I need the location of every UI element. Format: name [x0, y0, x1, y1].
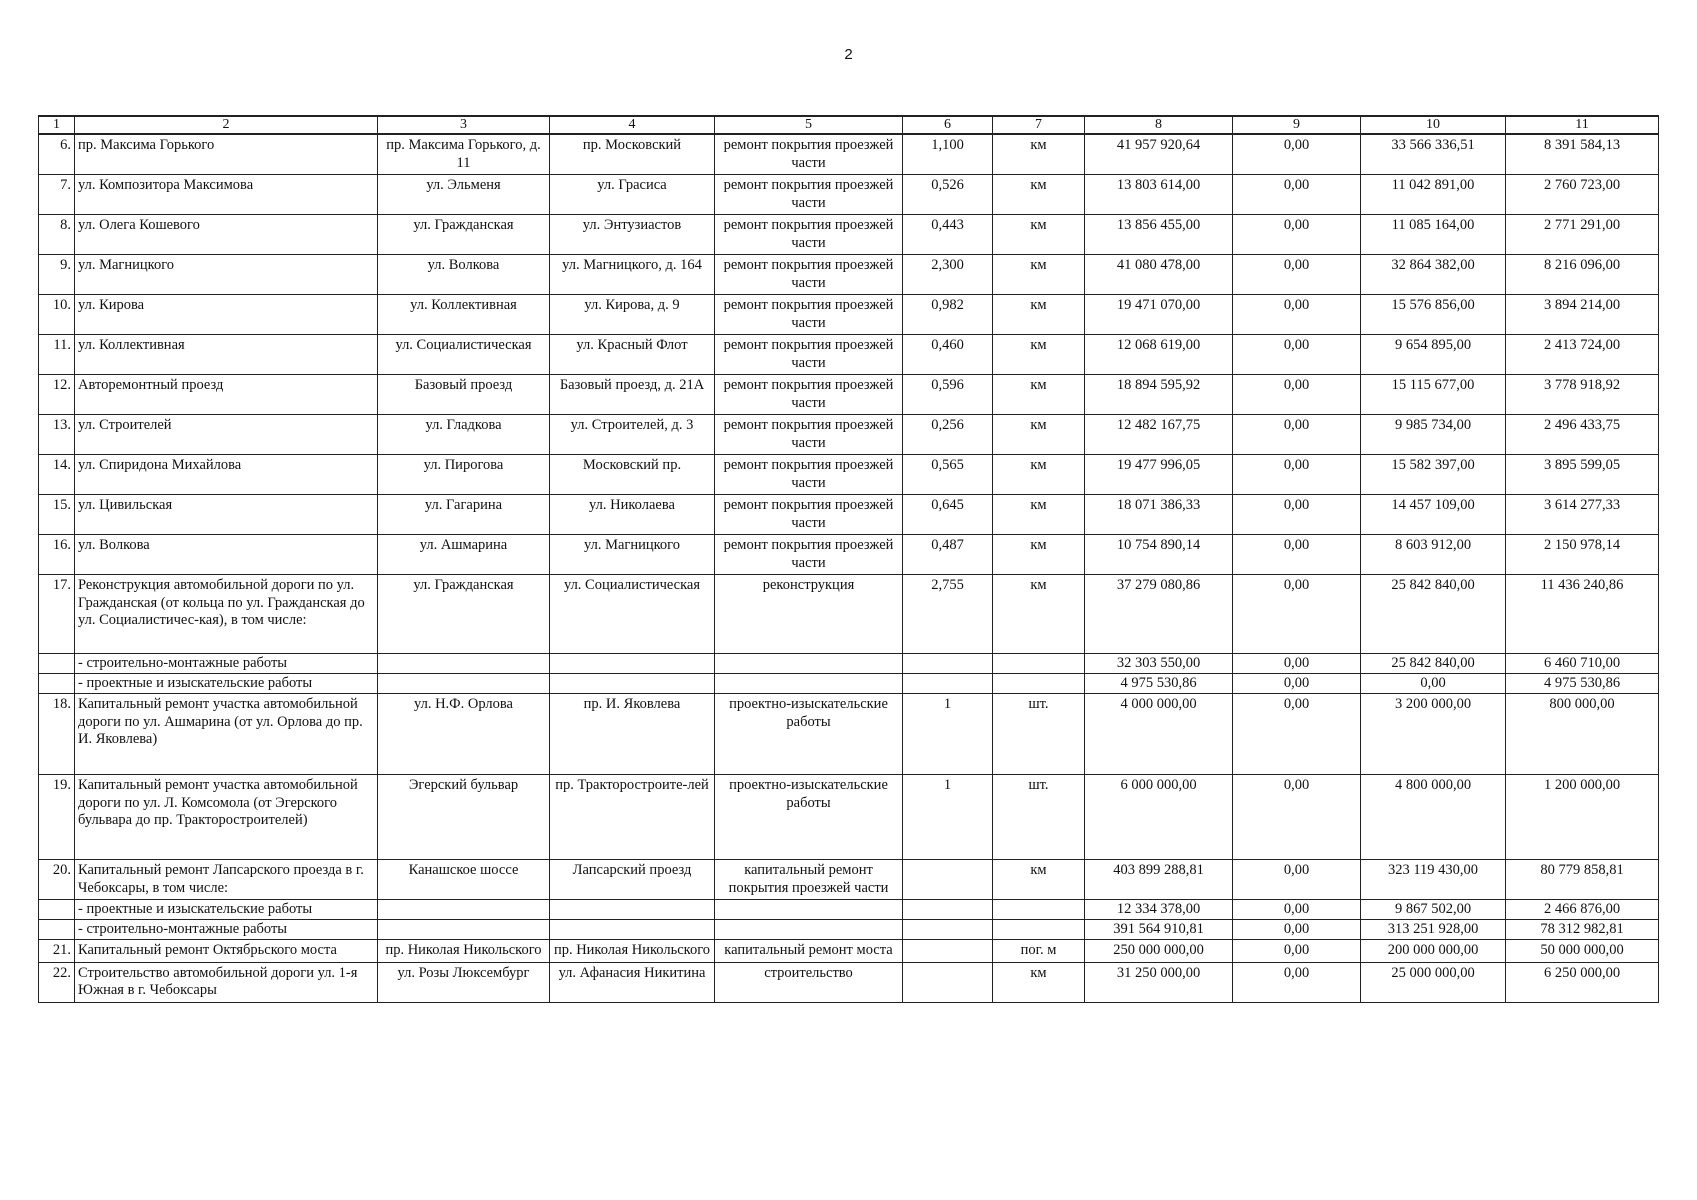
table-row [39, 535, 1659, 575]
cell-unit: км [993, 535, 1085, 575]
cell-object-name: Строительство автомобильной дороги ул. 1-я Южная в г. Чебоксары [75, 962, 378, 1002]
cell-section-end: ул. Магницкого [550, 535, 715, 575]
cell-amount-total: 12 068 619,00 [1085, 335, 1233, 375]
cell-amount-col10: 11 085 164,00 [1361, 215, 1506, 255]
cell-quantity: 2,300 [903, 255, 993, 295]
cell-amount-col10: 3 200 000,00 [1361, 694, 1506, 775]
cell-amount-col11: 3 894 214,00 [1506, 295, 1659, 335]
cell-object-name: Капитальный ремонт участка автомобильной дороги по ул. Л. Комсомола (от Эгерского бульвара до пр. Тракторостроителей) [75, 775, 378, 860]
cell-amount-col11: 50 000 000,00 [1506, 940, 1659, 963]
cell-amount-col9: 0,00 [1233, 940, 1361, 963]
cell-amount-col10: 32 864 382,00 [1361, 255, 1506, 295]
cell-section-start [378, 674, 550, 694]
cell-work-type: ремонт покрытия проезжей части [715, 295, 903, 335]
cell-section-start: ул. Эльменя [378, 175, 550, 215]
cell-row-number: 20. [39, 860, 75, 900]
cell-amount-col9: 0,00 [1233, 535, 1361, 575]
cell-amount-col10: 25 842 840,00 [1361, 654, 1506, 674]
cell-work-type: ремонт покрытия проезжей части [715, 455, 903, 495]
cell-object-name: ул. Магницкого [75, 255, 378, 295]
header-cell-10: 10 [1361, 116, 1506, 134]
cell-work-type: ремонт покрытия проезжей части [715, 535, 903, 575]
cell-section-end: пр. Московский [550, 134, 715, 175]
cell-amount-col11: 6 250 000,00 [1506, 962, 1659, 1002]
cell-amount-col11: 2 771 291,00 [1506, 215, 1659, 255]
cell-amount-col9: 0,00 [1233, 175, 1361, 215]
cell-amount-col9: 0,00 [1233, 335, 1361, 375]
cell-unit: км [993, 575, 1085, 654]
cell-amount-col9: 0,00 [1233, 134, 1361, 175]
cell-work-type: ремонт покрытия проезжей части [715, 415, 903, 455]
cell-section-start: ул. Социалистическая [378, 335, 550, 375]
cell-amount-col10: 33 566 336,51 [1361, 134, 1506, 175]
header-cell-7: 7 [993, 116, 1085, 134]
table-subrow [39, 654, 1659, 674]
cell-row-number: 17. [39, 575, 75, 654]
cell-amount-col9: 0,00 [1233, 694, 1361, 775]
cell-section-end: пр. И. Яковлева [550, 694, 715, 775]
cell-work-type [715, 920, 903, 940]
cell-work-type: проектно-изыскательские работы [715, 775, 903, 860]
cell-section-start: ул. Ашмарина [378, 535, 550, 575]
cell-object-name: пр. Максима Горького [75, 134, 378, 175]
cell-section-end [550, 654, 715, 674]
cell-amount-total: 18 071 386,33 [1085, 495, 1233, 535]
cell-object-name: ул. Строителей [75, 415, 378, 455]
cell-row-number [39, 920, 75, 940]
cell-amount-col11: 1 200 000,00 [1506, 775, 1659, 860]
cell-amount-col9: 0,00 [1233, 375, 1361, 415]
cell-section-start: ул. Гладкова [378, 415, 550, 455]
cell-amount-total: 31 250 000,00 [1085, 962, 1233, 1002]
cell-work-type: капитальный ремонт моста [715, 940, 903, 963]
cell-amount-total: 6 000 000,00 [1085, 775, 1233, 860]
cell-amount-col9: 0,00 [1233, 255, 1361, 295]
cell-row-number: 22. [39, 962, 75, 1002]
cell-amount-total: 41 957 920,64 [1085, 134, 1233, 175]
cell-quantity: 0,256 [903, 415, 993, 455]
cell-section-end: ул. Николаева [550, 495, 715, 535]
cell-unit: км [993, 215, 1085, 255]
cell-amount-col9: 0,00 [1233, 295, 1361, 335]
cell-quantity: 0,982 [903, 295, 993, 335]
cell-object-name: ул. Олега Кошевого [75, 215, 378, 255]
table-row [39, 335, 1659, 375]
cell-section-end: ул. Энтузиастов [550, 215, 715, 255]
cell-unit: км [993, 335, 1085, 375]
cell-amount-col10: 15 576 856,00 [1361, 295, 1506, 335]
cell-unit [993, 674, 1085, 694]
cell-amount-col11: 2 150 978,14 [1506, 535, 1659, 575]
cell-work-type [715, 674, 903, 694]
cell-section-start: ул. Волкова [378, 255, 550, 295]
cell-unit: км [993, 255, 1085, 295]
cell-quantity [903, 940, 993, 963]
cell-quantity: 1,100 [903, 134, 993, 175]
table-row [39, 775, 1659, 860]
cell-section-end: Базовый проезд, д. 21А [550, 375, 715, 415]
cell-row-number: 8. [39, 215, 75, 255]
cell-row-number: 13. [39, 415, 75, 455]
cell-work-type [715, 654, 903, 674]
cell-amount-col9: 0,00 [1233, 775, 1361, 860]
cell-amount-col11: 6 460 710,00 [1506, 654, 1659, 674]
table-row [39, 175, 1659, 215]
cell-section-end: пр. Николая Никольского [550, 940, 715, 963]
cell-amount-total: 19 471 070,00 [1085, 295, 1233, 335]
cell-section-end [550, 674, 715, 694]
cell-quantity: 0,460 [903, 335, 993, 375]
cell-quantity [903, 920, 993, 940]
cell-object-name: ул. Коллективная [75, 335, 378, 375]
cell-amount-col10: 323 119 430,00 [1361, 860, 1506, 900]
cell-amount-col10: 313 251 928,00 [1361, 920, 1506, 940]
table-subrow [39, 900, 1659, 920]
cell-quantity [903, 654, 993, 674]
header-cell-2: 2 [75, 116, 378, 134]
cell-quantity [903, 860, 993, 900]
table-row [39, 495, 1659, 535]
cell-unit [993, 654, 1085, 674]
cell-object-name: - строительно-монтажные работы [75, 654, 378, 674]
cell-object-name: ул. Кирова [75, 295, 378, 335]
cell-amount-col11: 3 895 599,05 [1506, 455, 1659, 495]
header-cell-1: 1 [39, 116, 75, 134]
cell-amount-total: 391 564 910,81 [1085, 920, 1233, 940]
cell-object-name: ул. Волкова [75, 535, 378, 575]
cell-amount-col11: 3 614 277,33 [1506, 495, 1659, 535]
cell-unit [993, 900, 1085, 920]
cell-amount-total: 4 975 530,86 [1085, 674, 1233, 694]
cell-work-type: ремонт покрытия проезжей части [715, 335, 903, 375]
cell-object-name: Капитальный ремонт участка автомобильной дороги по ул. Ашмарина (от ул. Орлова до пр. И. Яковлева) [75, 694, 378, 775]
cell-unit: шт. [993, 775, 1085, 860]
cell-row-number: 15. [39, 495, 75, 535]
cell-amount-total: 250 000 000,00 [1085, 940, 1233, 963]
cell-unit: км [993, 134, 1085, 175]
cell-work-type: ремонт покрытия проезжей части [715, 495, 903, 535]
cell-section-start: пр. Максима Горького, д. 11 [378, 134, 550, 175]
cell-section-end [550, 900, 715, 920]
cell-work-type [715, 900, 903, 920]
cell-amount-total: 12 482 167,75 [1085, 415, 1233, 455]
cell-amount-col11: 800 000,00 [1506, 694, 1659, 775]
cell-amount-total: 403 899 288,81 [1085, 860, 1233, 900]
cell-row-number: 10. [39, 295, 75, 335]
cell-unit: км [993, 415, 1085, 455]
cell-amount-total: 19 477 996,05 [1085, 455, 1233, 495]
cell-work-type: проектно-изыскательские работы [715, 694, 903, 775]
cell-section-start: Базовый проезд [378, 375, 550, 415]
cell-amount-col9: 0,00 [1233, 674, 1361, 694]
cell-amount-col11: 78 312 982,81 [1506, 920, 1659, 940]
cell-amount-total: 13 803 614,00 [1085, 175, 1233, 215]
cell-section-start: ул. Гражданская [378, 575, 550, 654]
header-cell-3: 3 [378, 116, 550, 134]
cell-quantity [903, 674, 993, 694]
cell-row-number: 16. [39, 535, 75, 575]
cell-object-name: Капитальный ремонт Октябрьского моста [75, 940, 378, 963]
cell-section-start: ул. Гражданская [378, 215, 550, 255]
cell-unit: км [993, 295, 1085, 335]
cell-work-type: ремонт покрытия проезжей части [715, 134, 903, 175]
cell-amount-col10: 14 457 109,00 [1361, 495, 1506, 535]
header-cell-5: 5 [715, 116, 903, 134]
cell-row-number: 7. [39, 175, 75, 215]
cell-amount-total: 37 279 080,86 [1085, 575, 1233, 654]
cell-row-number [39, 654, 75, 674]
cell-section-end: ул. Грасиса [550, 175, 715, 215]
cell-section-start [378, 900, 550, 920]
cell-section-start [378, 654, 550, 674]
table-row [39, 295, 1659, 335]
cell-unit: км [993, 495, 1085, 535]
cell-amount-col11: 4 975 530,86 [1506, 674, 1659, 694]
cell-row-number: 18. [39, 694, 75, 775]
cell-object-name: Капитальный ремонт Лапсарского проезда в г. Чебоксары, в том числе: [75, 860, 378, 900]
cell-unit: пог. м [993, 940, 1085, 963]
cell-section-start [378, 920, 550, 940]
cell-work-type: ремонт покрытия проезжей части [715, 375, 903, 415]
header-cell-4: 4 [550, 116, 715, 134]
cell-amount-col9: 0,00 [1233, 575, 1361, 654]
table-row [39, 134, 1659, 175]
cell-work-type: ремонт покрытия проезжей части [715, 215, 903, 255]
cell-amount-total: 4 000 000,00 [1085, 694, 1233, 775]
cell-quantity [903, 900, 993, 920]
cell-quantity: 0,565 [903, 455, 993, 495]
cell-amount-col11: 2 466 876,00 [1506, 900, 1659, 920]
cell-amount-col10: 200 000 000,00 [1361, 940, 1506, 963]
cell-quantity: 1 [903, 694, 993, 775]
cell-row-number: 21. [39, 940, 75, 963]
cell-section-start: ул. Гагарина [378, 495, 550, 535]
cell-amount-col10: 8 603 912,00 [1361, 535, 1506, 575]
cell-amount-col9: 0,00 [1233, 455, 1361, 495]
cell-unit: шт. [993, 694, 1085, 775]
cell-amount-col9: 0,00 [1233, 900, 1361, 920]
cell-section-start: ул. Н.Ф. Орлова [378, 694, 550, 775]
cell-unit [993, 920, 1085, 940]
cell-amount-col11: 80 779 858,81 [1506, 860, 1659, 900]
cell-amount-col10: 11 042 891,00 [1361, 175, 1506, 215]
table-row [39, 215, 1659, 255]
cell-amount-col11: 2 760 723,00 [1506, 175, 1659, 215]
cell-unit: км [993, 455, 1085, 495]
cell-row-number [39, 900, 75, 920]
cell-amount-col10: 9 654 895,00 [1361, 335, 1506, 375]
cell-amount-col11: 8 216 096,00 [1506, 255, 1659, 295]
header-cell-6: 6 [903, 116, 993, 134]
cell-object-name: - проектные и изыскательские работы [75, 900, 378, 920]
cell-row-number: 11. [39, 335, 75, 375]
header-cell-11: 11 [1506, 116, 1659, 134]
cell-object-name: - строительно-монтажные работы [75, 920, 378, 940]
cell-row-number: 14. [39, 455, 75, 495]
cell-section-end: Московский пр. [550, 455, 715, 495]
cell-quantity: 1 [903, 775, 993, 860]
cell-section-start: ул. Розы Люксембург [378, 962, 550, 1002]
cell-section-end: ул. Красный Флот [550, 335, 715, 375]
cell-amount-col9: 0,00 [1233, 654, 1361, 674]
cell-quantity: 0,526 [903, 175, 993, 215]
cell-work-type: строительство [715, 962, 903, 1002]
cell-amount-total: 10 754 890,14 [1085, 535, 1233, 575]
cell-quantity [903, 962, 993, 1002]
cell-object-name: ул. Композитора Максимова [75, 175, 378, 215]
cell-unit: км [993, 375, 1085, 415]
cell-amount-col9: 0,00 [1233, 415, 1361, 455]
cell-row-number: 6. [39, 134, 75, 175]
cell-section-end: ул. Социалистическая [550, 575, 715, 654]
cell-amount-total: 41 080 478,00 [1085, 255, 1233, 295]
cell-section-start: Эгерский бульвар [378, 775, 550, 860]
cell-amount-col9: 0,00 [1233, 215, 1361, 255]
cell-work-type: ремонт покрытия проезжей части [715, 255, 903, 295]
cell-object-name: ул. Спиридона Михайлова [75, 455, 378, 495]
cell-section-start: ул. Пирогова [378, 455, 550, 495]
table-row [39, 415, 1659, 455]
table-row [39, 940, 1659, 963]
cell-object-name: - проектные и изыскательские работы [75, 674, 378, 694]
cell-section-end: ул. Строителей, д. 3 [550, 415, 715, 455]
cell-unit: км [993, 175, 1085, 215]
header-row [39, 116, 1659, 134]
cell-amount-total: 18 894 595,92 [1085, 375, 1233, 415]
cell-unit: км [993, 962, 1085, 1002]
cell-amount-total: 13 856 455,00 [1085, 215, 1233, 255]
cell-amount-col10: 15 582 397,00 [1361, 455, 1506, 495]
table-row [39, 375, 1659, 415]
cell-work-type: ремонт покрытия проезжей части [715, 175, 903, 215]
cell-object-name: Авторемонтный проезд [75, 375, 378, 415]
table-row [39, 255, 1659, 295]
cell-quantity: 0,596 [903, 375, 993, 415]
cell-row-number: 12. [39, 375, 75, 415]
cell-section-start: пр. Николая Никольского [378, 940, 550, 963]
cell-amount-col11: 2 413 724,00 [1506, 335, 1659, 375]
table-body [39, 134, 1659, 1002]
cell-row-number [39, 674, 75, 694]
table-subrow [39, 674, 1659, 694]
cell-quantity: 2,755 [903, 575, 993, 654]
cell-amount-col10: 25 842 840,00 [1361, 575, 1506, 654]
cell-amount-total: 32 303 550,00 [1085, 654, 1233, 674]
table-row [39, 962, 1659, 1002]
cell-amount-col9: 0,00 [1233, 920, 1361, 940]
cell-section-start: ул. Коллективная [378, 295, 550, 335]
page-number: 2 [844, 46, 853, 63]
table-row [39, 455, 1659, 495]
table-row [39, 575, 1659, 654]
cell-section-end [550, 920, 715, 940]
table-subrow [39, 920, 1659, 940]
cell-object-name: Реконструкция автомобильной дороги по ул. Гражданская (от кольца по ул. Гражданская до ул. Социалистичес-кая), в том числе: [75, 575, 378, 654]
cell-work-type: капитальный ремонт покрытия проезжей части [715, 860, 903, 900]
cell-amount-col9: 0,00 [1233, 495, 1361, 535]
cell-object-name: ул. Цивильская [75, 495, 378, 535]
cell-amount-col11: 2 496 433,75 [1506, 415, 1659, 455]
table-row [39, 694, 1659, 775]
table-row [39, 860, 1659, 900]
cell-amount-col10: 4 800 000,00 [1361, 775, 1506, 860]
cell-section-end: ул. Афанасия Никитина [550, 962, 715, 1002]
cell-section-end: Лапсарский проезд [550, 860, 715, 900]
cell-section-end: ул. Магницкого, д. 164 [550, 255, 715, 295]
header-cell-8: 8 [1085, 116, 1233, 134]
cell-work-type: реконструкция [715, 575, 903, 654]
cell-section-end: ул. Кирова, д. 9 [550, 295, 715, 335]
cell-amount-col11: 3 778 918,92 [1506, 375, 1659, 415]
cell-section-start: Канашское шоссе [378, 860, 550, 900]
cell-amount-col11: 8 391 584,13 [1506, 134, 1659, 175]
cell-amount-col10: 0,00 [1361, 674, 1506, 694]
cell-amount-col10: 15 115 677,00 [1361, 375, 1506, 415]
cell-amount-col10: 9 867 502,00 [1361, 900, 1506, 920]
cell-amount-col9: 0,00 [1233, 860, 1361, 900]
cell-amount-col10: 9 985 734,00 [1361, 415, 1506, 455]
header-cell-9: 9 [1233, 116, 1361, 134]
cell-section-end: пр. Тракторостроите-лей [550, 775, 715, 860]
cell-unit: км [993, 860, 1085, 900]
cell-quantity: 0,487 [903, 535, 993, 575]
cell-amount-col9: 0,00 [1233, 962, 1361, 1002]
cell-quantity: 0,443 [903, 215, 993, 255]
cell-row-number: 9. [39, 255, 75, 295]
cell-amount-col11: 11 436 240,86 [1506, 575, 1659, 654]
cell-quantity: 0,645 [903, 495, 993, 535]
cell-row-number: 19. [39, 775, 75, 860]
road-repair-table [38, 115, 1659, 1003]
cell-amount-col10: 25 000 000,00 [1361, 962, 1506, 1002]
cell-amount-total: 12 334 378,00 [1085, 900, 1233, 920]
